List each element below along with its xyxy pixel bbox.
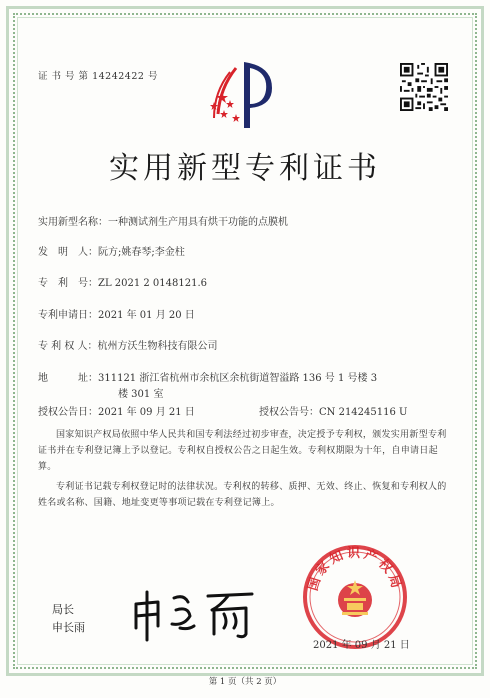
grant-date-value: 2021 年 09 月 21 日 [98, 407, 195, 418]
certificate-number: 证 书 号 第 14242422 号 [38, 71, 158, 82]
filing-date-row [38, 306, 195, 321]
grant-number-row [259, 403, 407, 418]
patentee-value: 杭州方沃生物科技有限公司 [97, 341, 218, 352]
svg-text:国家知识产权局: 国家知识产权局 [305, 546, 405, 593]
patent-number-row [38, 274, 207, 289]
patent-number-label: 专 利 号： [38, 278, 98, 289]
filing-date-value: 2021 年 01 月 20 日 [98, 310, 195, 321]
legal-status-paragraph: 专利证书记载专利权登记时的法律状况。专利权的转移、质押、无效、终止、恢复和专利权人的姓名或名称、国籍、地址变更等事项记载在专利登记簿上。 [38, 482, 447, 508]
address-value-continued: 楼 301 室 [118, 389, 164, 400]
utility-model-name-label: 实用新型名称： [38, 217, 108, 228]
signatory-name: 申长雨 [52, 621, 85, 634]
certificate-title: 实用新型专利证书 [109, 151, 381, 186]
signatory-title: 局长 [52, 603, 74, 616]
address-value: 311121 浙江省杭州市余杭区余杭街道智溢路 136 号 1 号楼 3 [98, 373, 378, 384]
grant-date-label: 授权公告日： [38, 407, 98, 418]
inventor-value: 阮方;姚春琴;李金柱 [98, 247, 185, 258]
handwritten-signature [128, 586, 258, 642]
patent-number-value: ZL 2021 2 0148121.6 [98, 278, 208, 289]
utility-model-name-row [38, 213, 288, 228]
page-footer: 第 1 页（共 2 页） [208, 677, 282, 687]
address-label: 地 址： [38, 373, 98, 384]
utility-model-name-value: 一种测试剂生产用具有烘干功能的点膜机 [108, 217, 288, 228]
cnipa-logo-icon [200, 58, 280, 134]
address-row [38, 369, 377, 384]
grant-number-value: CN 214245116 U [319, 407, 408, 418]
inventor-row [38, 243, 185, 258]
grant-date-row [38, 403, 195, 418]
qr-code-icon [400, 63, 448, 111]
issue-date: 2021 年 09 月 21 日 [313, 640, 410, 651]
filing-date-label: 专利申请日： [38, 310, 98, 321]
patentee-label: 专 利 权 人： [38, 341, 98, 352]
grant-statement-paragraph: 国家知识产权局依照中华人民共和国专利法经过初步审查，决定授予专利权，颁发实用新型专利证书并在专利登记簿上予以登记。专利权自授权公告之日起生效。专利权期限为十年，自申请日起算。 [38, 430, 447, 472]
grant-number-label: 授权公告号： [259, 407, 319, 418]
patentee-row [38, 337, 218, 352]
inventor-label: 发 明 人： [38, 247, 98, 258]
